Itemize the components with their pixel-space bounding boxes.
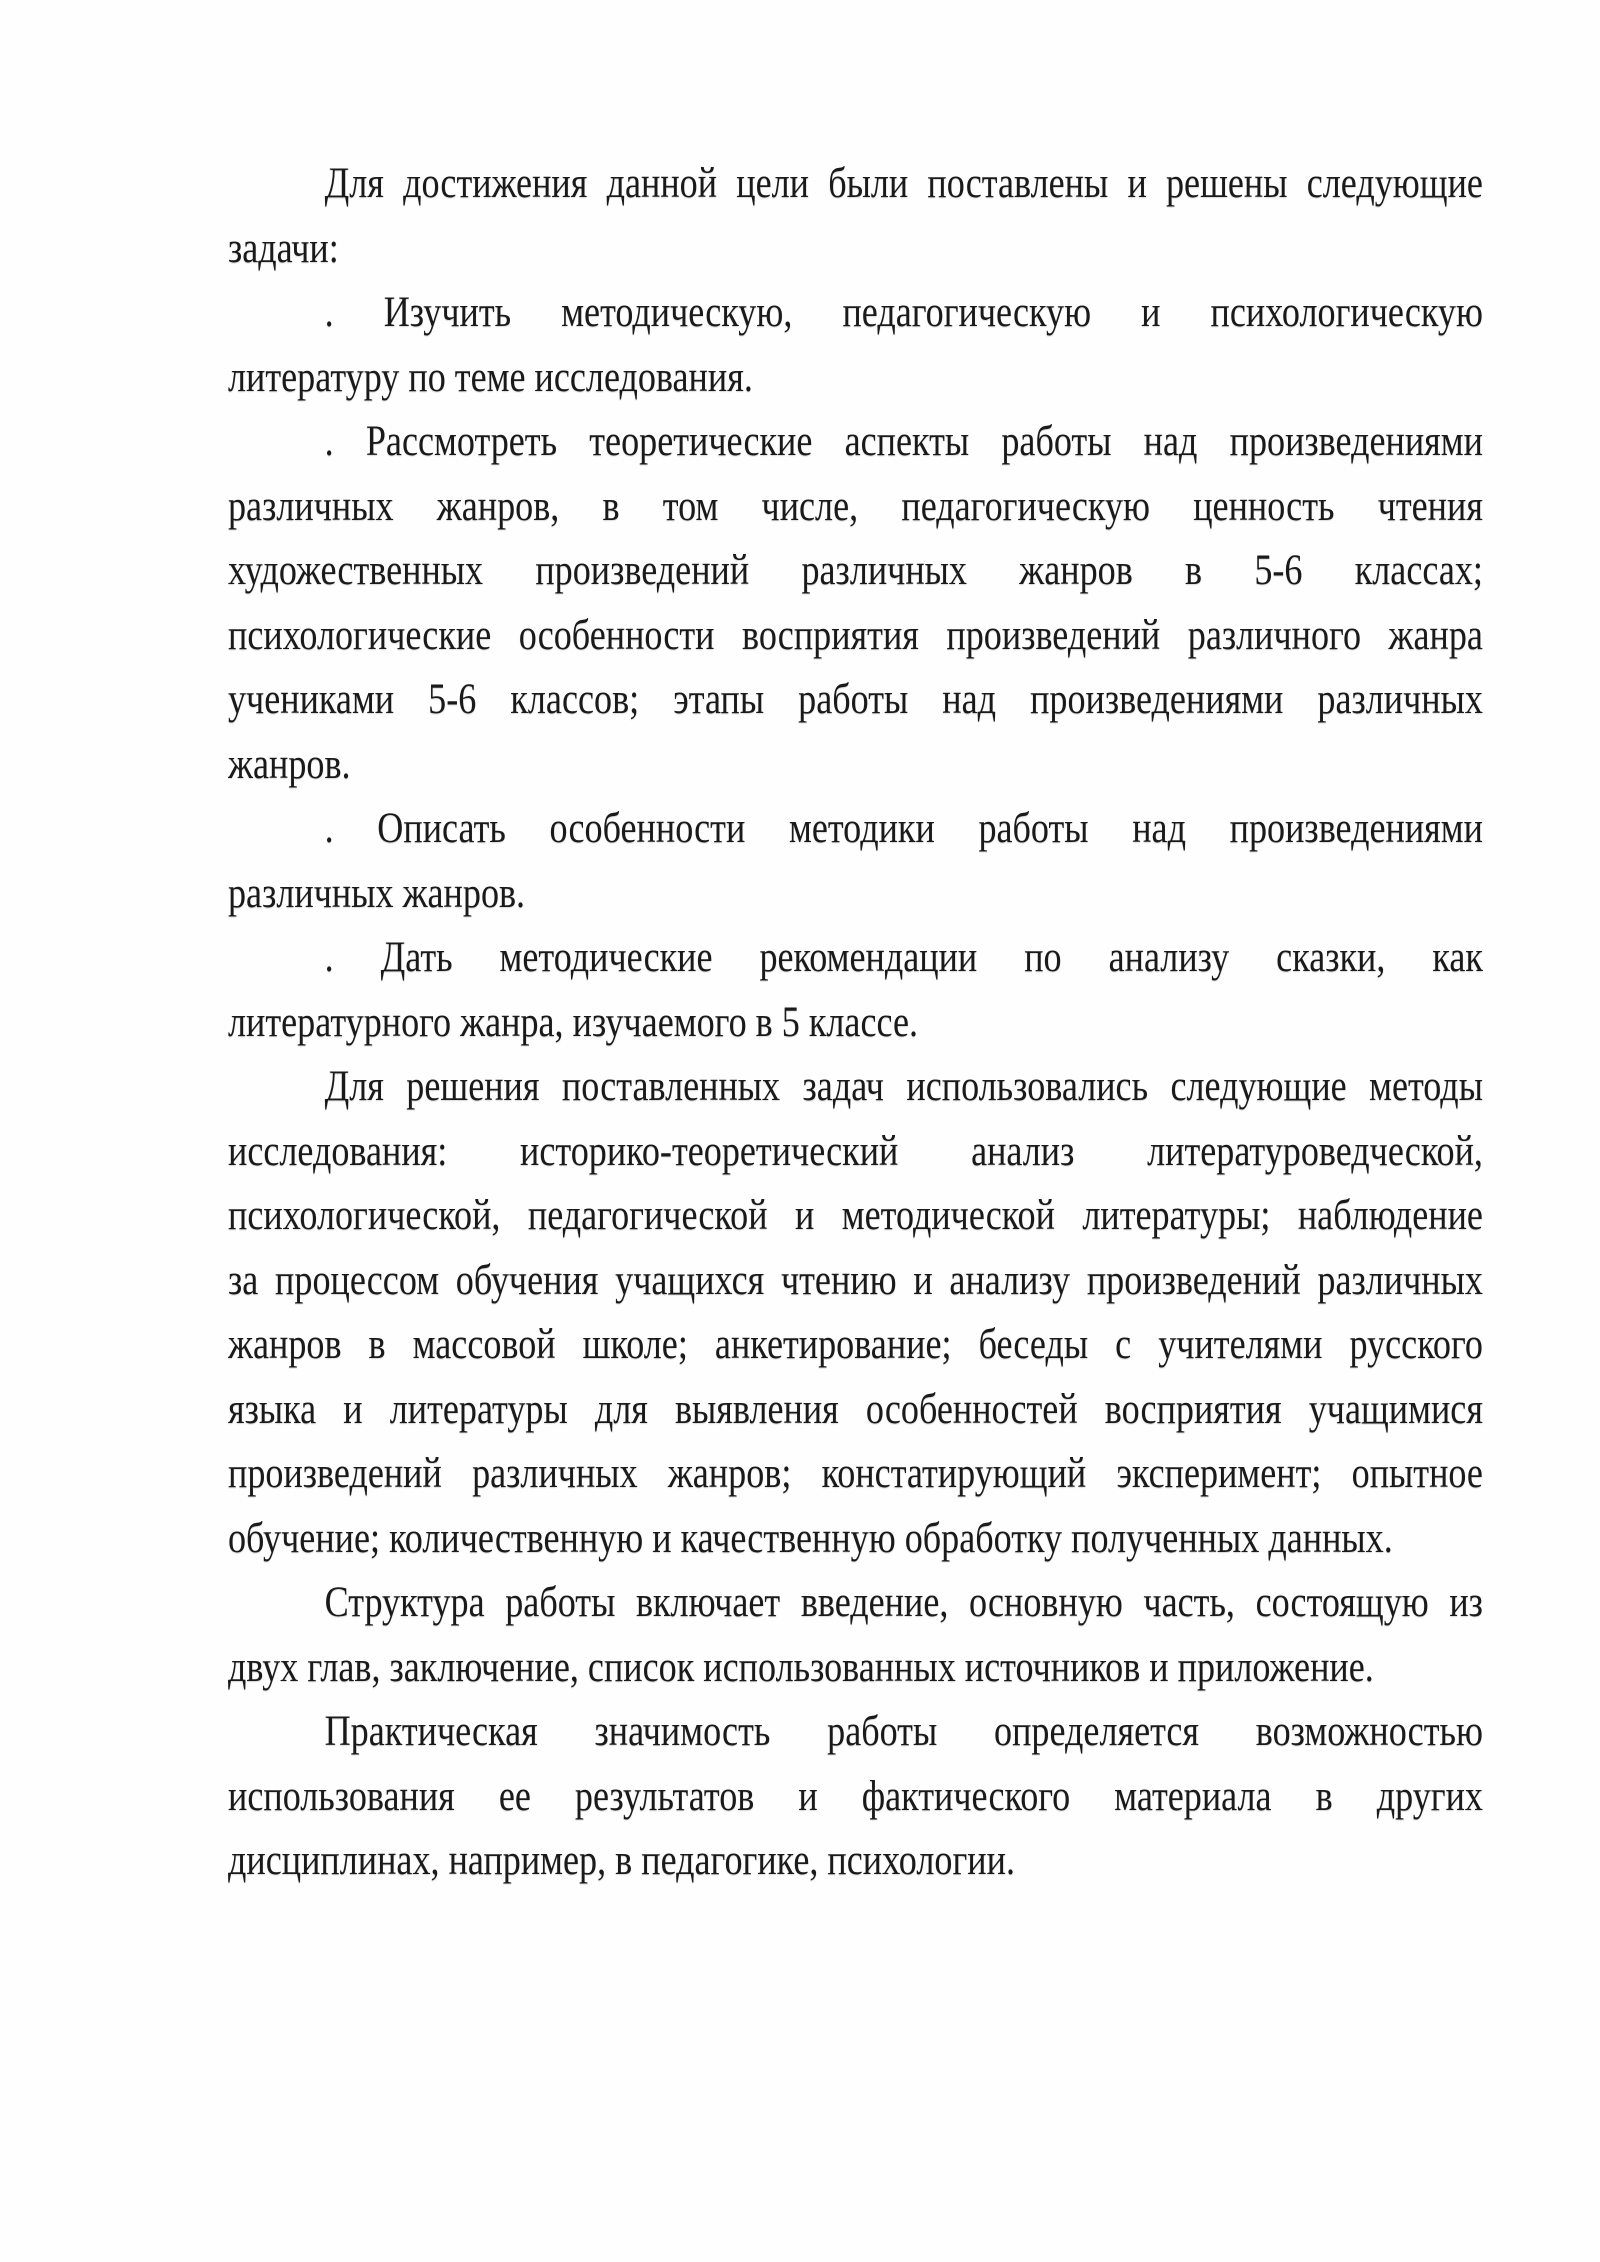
paragraph [228, 797, 1600, 926]
text-line: задачи: [228, 224, 339, 272]
paragraph [228, 1055, 1600, 1571]
text-line: различных жанров. [228, 869, 526, 917]
text-line: . Описать особенности методики работы над произведениями [324, 805, 1483, 852]
text-line: учениками 5-6 классов; этапы работы над произведениями различных [228, 676, 1483, 723]
text-line: жанров. [228, 740, 351, 788]
paragraph [228, 281, 1600, 410]
text-line: художественных произведений различных жанров в 5-6 классах; [228, 547, 1483, 594]
paragraph [228, 1571, 1600, 1700]
text-line: обучение; количественную и качественную обработку полученных данных. [228, 1514, 1393, 1562]
paragraph [228, 410, 1600, 797]
paragraph [228, 152, 1600, 281]
text-line: литературного жанра, изучаемого в 5 классе. [228, 998, 919, 1046]
paragraph [228, 926, 1600, 1055]
text-line: за процессом обучения учащихся чтению и анализу произведений различных [228, 1256, 1483, 1304]
text-line: Структура работы включает введение, основную часть, состоящую из [324, 1579, 1483, 1626]
text-line: Практическая значимость работы определяется возможностью [324, 1708, 1483, 1755]
text-line: языка и литературы для выявления особенностей восприятия учащимися [228, 1385, 1483, 1433]
text-line: использования ее результатов и фактического материала в других [228, 1772, 1483, 1820]
paragraph [228, 1700, 1600, 1894]
text-line: Для решения поставленных задач использовались следующие методы [324, 1063, 1483, 1110]
text-line: литературу по теме исследования. [228, 353, 753, 401]
text-line: различных жанров, в том числе, педагогическую ценность чтения [228, 482, 1483, 530]
text-line: . Изучить методическую, педагогическую и психологическую [324, 289, 1483, 336]
text-line: Для достижения данной цели были поставлены и решены следующие [324, 160, 1483, 207]
text-line: жанров в массовой школе; анкетирование; беседы с учителями русского [228, 1321, 1483, 1368]
text-line: . Дать методические рекомендации по анализу сказки, как [324, 934, 1483, 981]
text-line: дисциплинах, например, в педагогике, психологии. [228, 1837, 1015, 1884]
text-line: . Рассмотреть теоретические аспекты работы над произведениями [324, 418, 1483, 465]
text-line: психологической, педагогической и методической литературы; наблюдение [228, 1192, 1483, 1239]
text-line: исследования: историко-теоретический анализ литературоведческой, [228, 1127, 1483, 1175]
text-line: произведений различных жанров; констатирующий эксперимент; опытное [228, 1450, 1483, 1497]
text-line: двух глав, заключение, список использованных источников и приложение. [228, 1643, 1374, 1691]
text-line: психологические особенности восприятия произведений различного жанра [228, 611, 1483, 659]
document-body [228, 152, 1600, 1894]
